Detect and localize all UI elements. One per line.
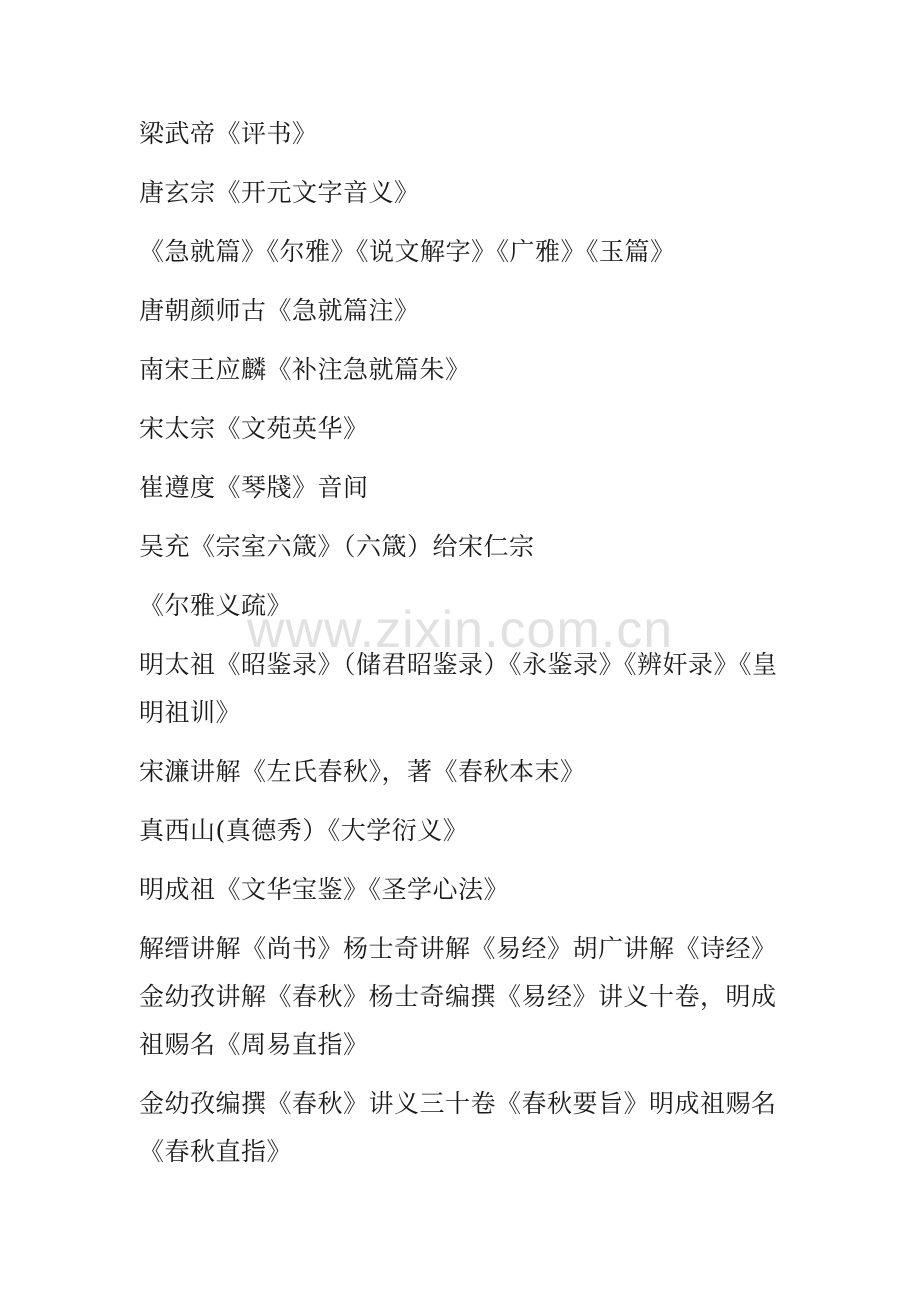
text-line: 梁武帝《评书》: [139, 119, 318, 148]
text-line: 解缙讲解《尚书》杨士奇讲解《易经》胡广讲解《诗经》金幼孜讲解《春秋》杨士奇编撰《易经》讲义十卷，明成祖赐名《周易直指》: [139, 934, 777, 1059]
text-line: 唐玄宗《开元文字音义》: [139, 178, 420, 207]
text-line: 《尔雅义疏》: [139, 591, 293, 620]
text-line: 崔遵度《琴牋》音间: [139, 473, 369, 502]
text-line: 宋濂讲解《左氏春秋》，著《春秋本末》: [139, 757, 586, 786]
document-body: [139, 110, 789, 1187]
text-line: 《急就篇》《尔雅》《说文解字》《广雅》《玉篇》: [139, 237, 676, 266]
watermark: www.zixin.com.cn: [246, 601, 674, 659]
text-line: 吴充《宗室六箴》（六箴）给宋仁宗: [139, 532, 535, 561]
text-line: 宋太宗《文苑英华》: [139, 414, 369, 443]
text-line: 唐朝颜师古《急就篇注》: [139, 296, 420, 325]
text-line: 明成祖《文华宝鉴》《圣学心法》: [139, 875, 510, 904]
text-line: 南宋王应麟《补注急就篇朱》: [139, 355, 471, 384]
text-line: 金幼孜编撰《春秋》讲义三十卷《春秋要旨》明成祖赐名《春秋直指》: [139, 1089, 777, 1166]
text-line: 明太祖《昭鉴录》（储君昭鉴录）《永鉴录》《辨奸录》《皇明祖训》: [139, 650, 778, 727]
text-line: 真西山(真德秀）《大学衍义》: [139, 816, 469, 845]
